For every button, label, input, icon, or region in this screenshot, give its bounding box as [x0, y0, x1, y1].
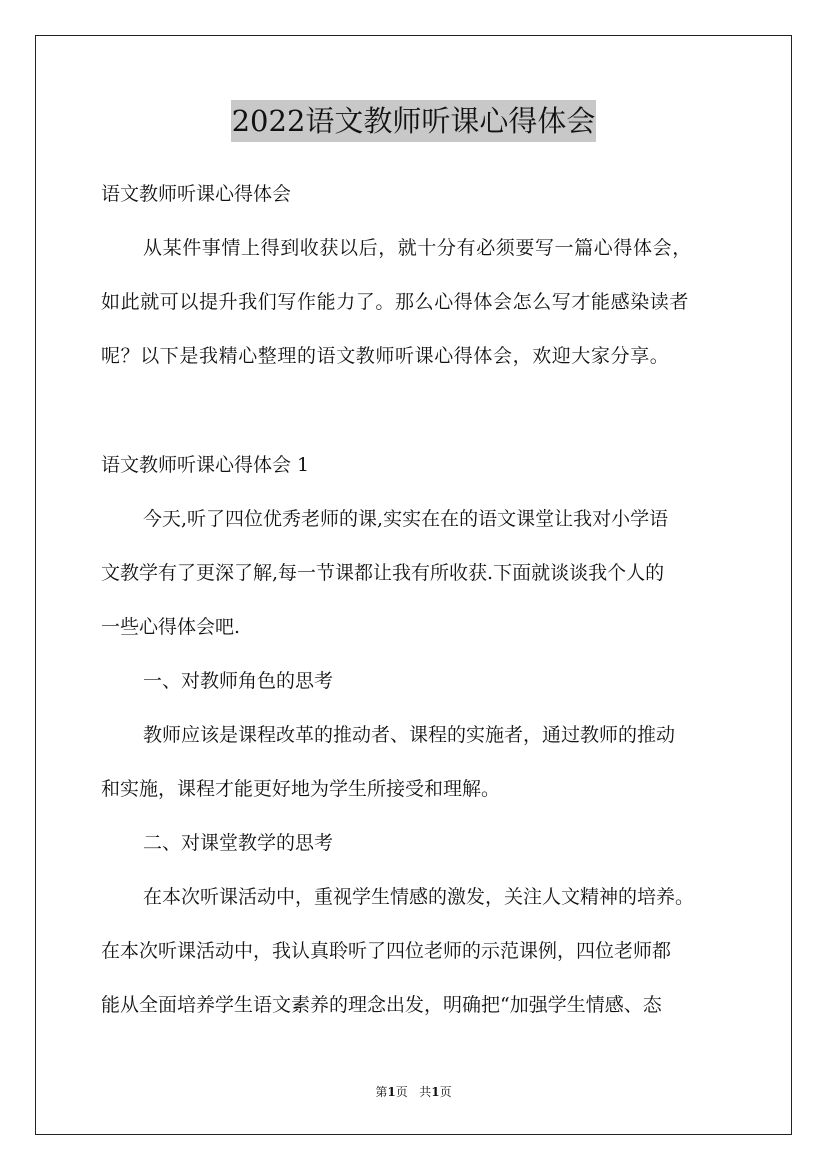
page-prefix: 第 — [375, 1085, 388, 1099]
page-unit: 页 — [395, 1085, 408, 1099]
paragraph-line: 文教学有了更深了解,每一节课都让我有所收获.下面就谈谈我个人的 — [101, 562, 665, 584]
paragraph-line: 从某件事情上得到收获以后，就十分有必须要写一篇心得体会， — [143, 237, 692, 259]
paragraph-line: 一些心得体会吧. — [101, 616, 241, 638]
subheading-teacher-role: 一、对教师角色的思考 — [143, 670, 334, 692]
subheading-classroom: 二、对课堂教学的思考 — [143, 832, 334, 854]
paragraph-line: 呢？以下是我精心整理的语文教师听课心得体会，欢迎大家分享。 — [101, 345, 670, 367]
total-prefix: 共 — [419, 1085, 432, 1099]
paragraph-line: 在本次听课活动中，我认真聆听了四位老师的示范课例，四位老师都 — [101, 940, 672, 962]
document-title: 2022语文教师听课心得体会 — [231, 100, 597, 142]
paragraph-line: 教师应该是课程改革的推动者、课程的实施者，通过教师的推动 — [143, 724, 676, 746]
total-unit: 页 — [439, 1085, 452, 1099]
title-container — [0, 100, 827, 142]
paragraph-line: 如此就可以提升我们写作能力了。那么心得体会怎么写才能感染读者 — [101, 291, 690, 313]
paragraph-line: 今天,听了四位优秀老师的课,实实在在的语文课堂让我对小学语 — [143, 508, 669, 530]
page-footer — [0, 1084, 827, 1100]
paragraph-line: 在本次听课活动中，重视学生情感的激发，关注人文精神的培养。 — [143, 886, 695, 908]
page-number: 1 — [387, 1085, 396, 1099]
section-heading-intro: 语文教师听课心得体会 — [101, 183, 292, 205]
total-pages: 1 — [431, 1085, 440, 1099]
paragraph-line: 和实施，课程才能更好地为学生所接受和理解。 — [101, 778, 501, 800]
paragraph-line: 能从全面培养学生语文素养的理念出发，明确把“加强学生情感、态 — [101, 994, 662, 1016]
section-heading-1: 语文教师听课心得体会 1 — [101, 454, 310, 476]
